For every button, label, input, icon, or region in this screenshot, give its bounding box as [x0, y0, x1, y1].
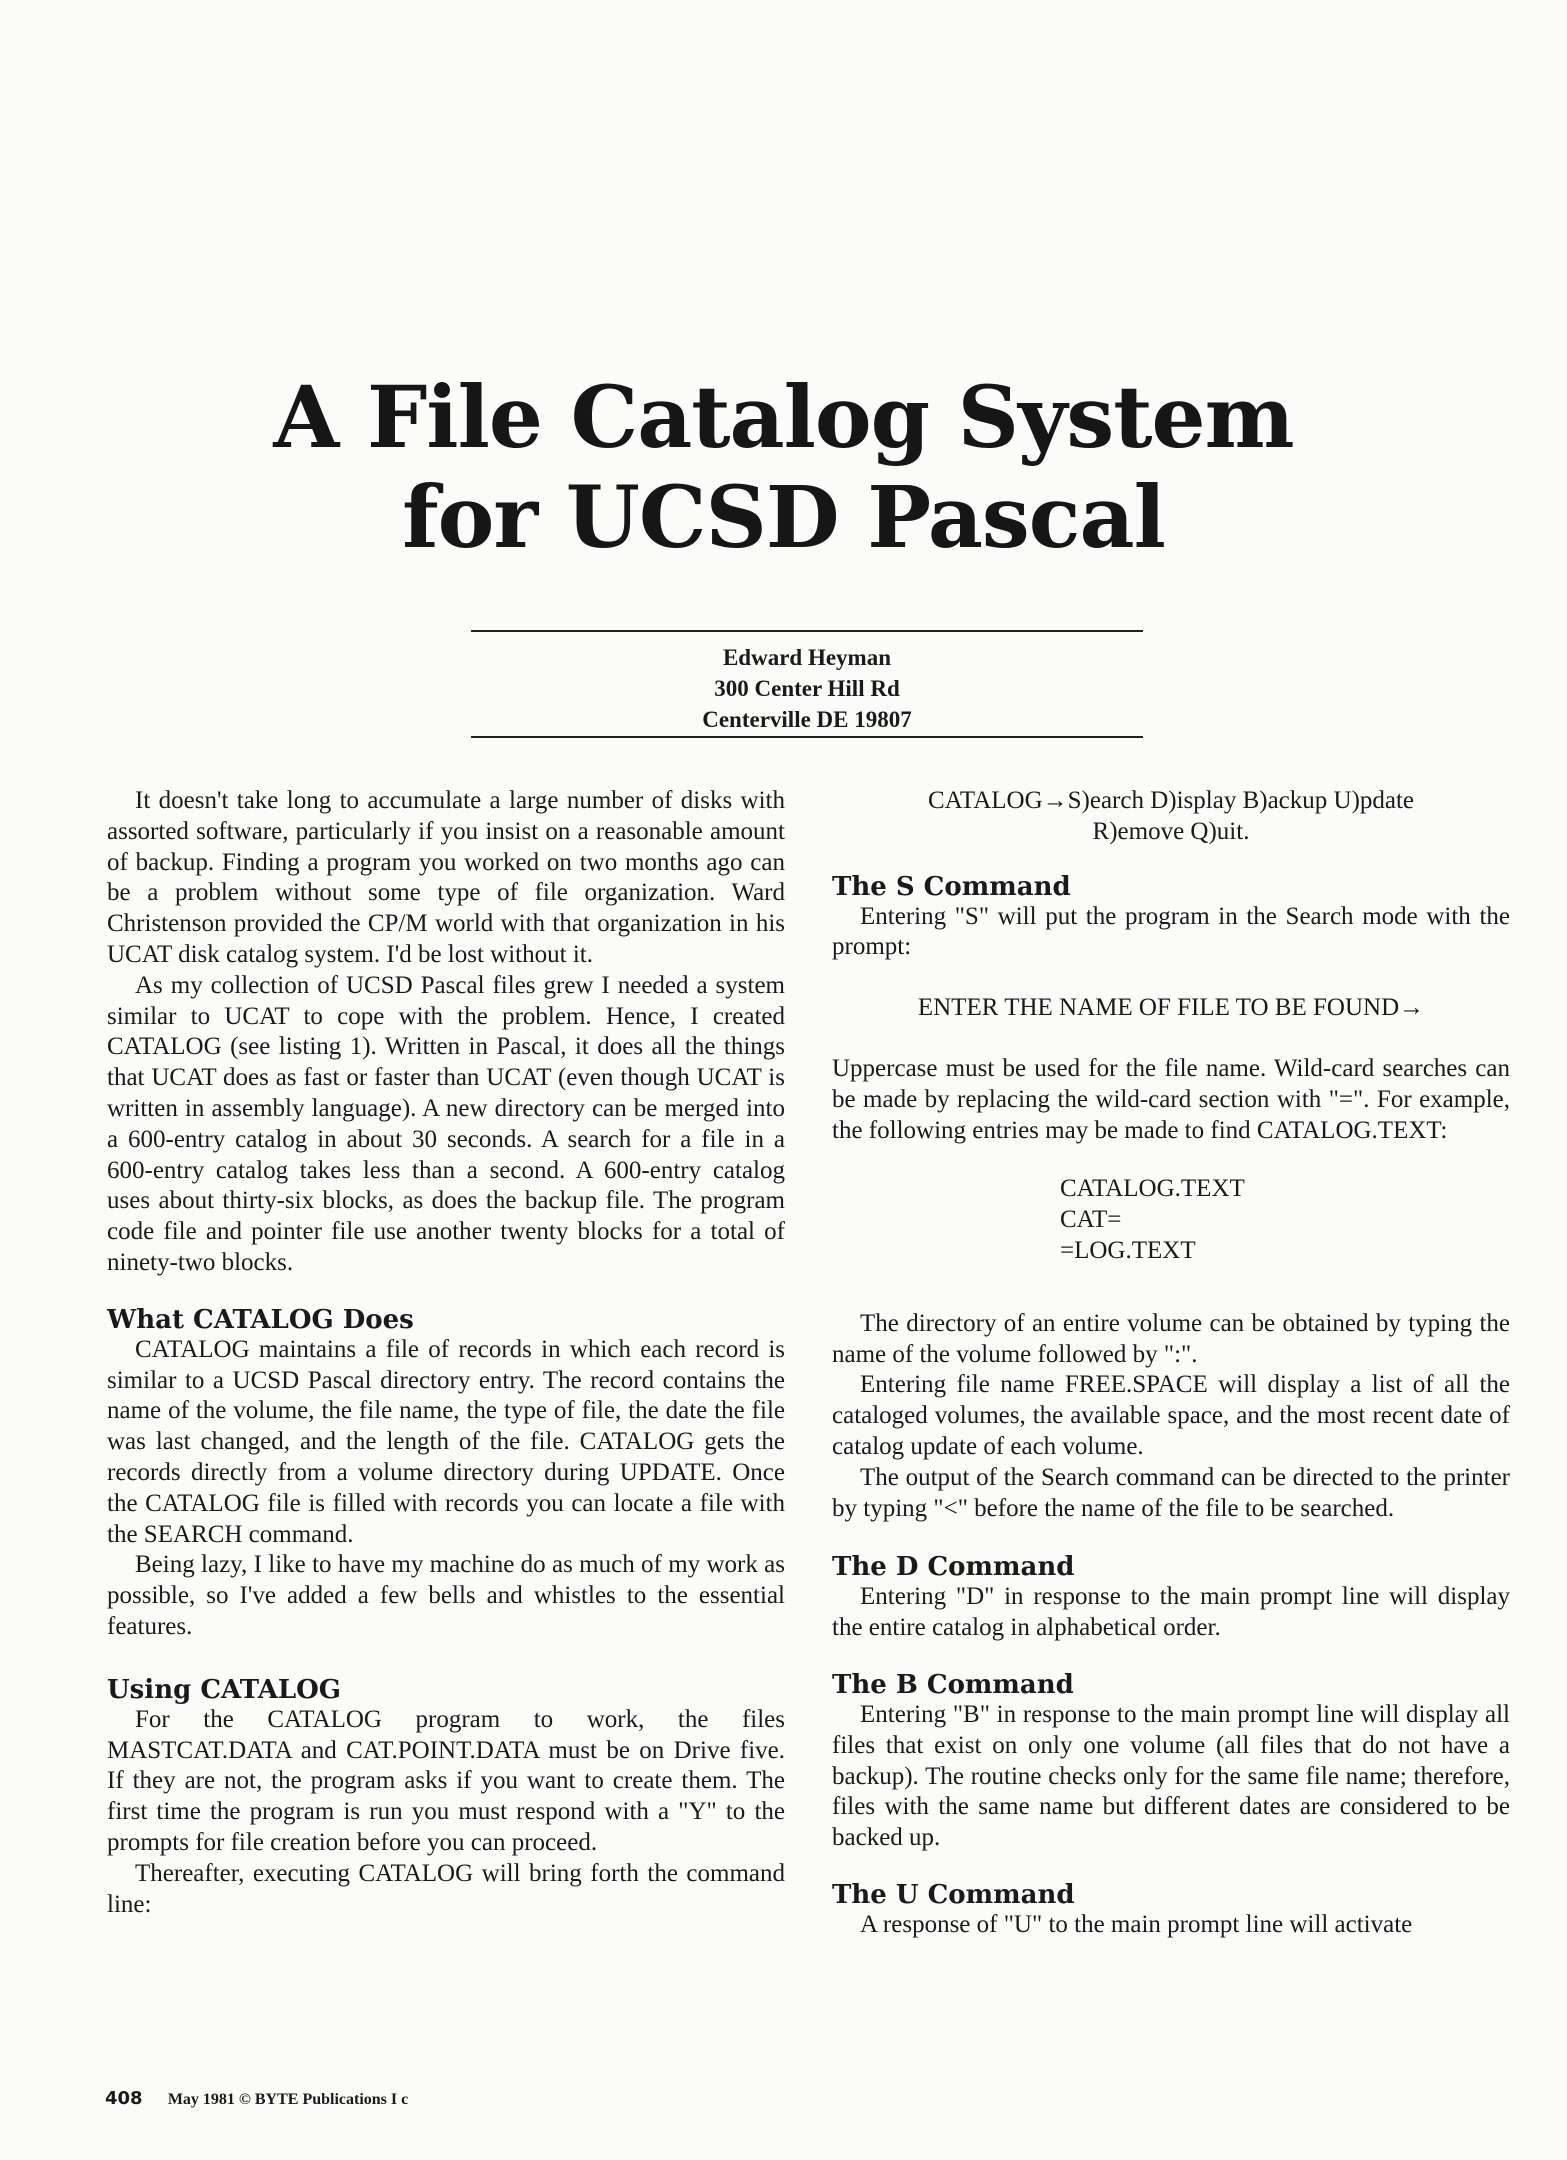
- byline-top-rule: [471, 630, 1143, 632]
- paragraph: For the CATALOG program to work, the files MASTCAT.DATA and CAT.POINT.DATA must be on Drive five. If they are not, the program asks if you want to create them. The first time the program is run you must respond with a "Y" to the prompts for file creation before you can proceed.: [107, 1705, 785, 1856]
- heading-what-catalog-does: What CATALOG Does: [107, 1304, 414, 1335]
- byline-bottom-rule: [471, 736, 1143, 738]
- left-column: [107, 786, 785, 1920]
- wildcard-examples: [1060, 1174, 1510, 1266]
- author-name: Edward Heyman: [722, 645, 892, 670]
- heading-u-command: The U Command: [832, 1879, 1075, 1910]
- page-number: 408: [105, 2088, 143, 2109]
- heading-s-command: The S Command: [832, 871, 1071, 902]
- right-column: [832, 786, 1510, 1941]
- article-title: [0, 368, 1567, 568]
- paragraph: A response of "U" to the main prompt line will activate: [860, 1910, 1413, 1938]
- heading-using-catalog: Using CATALOG: [107, 1674, 341, 1705]
- paragraph: Uppercase must be used for the file name. Wild-card searches can be made by replacing the wild-card section with "=". For example, the following entries may be made to find CATALOG.TEXT:: [832, 1054, 1510, 1144]
- search-prompt: ENTER THE NAME OF FILE TO BE FOUND→: [917, 994, 1425, 1022]
- paragraph: Entering "S" will put the program in the Search mode with the prompt:: [832, 902, 1510, 961]
- paragraph: The output of the Search command can be directed to the printer by typing "<" before the name of the file to be searched.: [832, 1463, 1510, 1522]
- publication-line: May 1981 © BYTE Publications I c: [167, 2091, 409, 2108]
- example-entry: CATALOG.TEXT: [1060, 1175, 1245, 1203]
- paragraph: CATALOG maintains a file of records in which each record is similar to a UCSD Pascal directory entry. The record contains the name of the volume, the file name, the type of file, the date the file was last changed, and the length of the file. CATALOG gets the records directly from a volume directory during UPDATE. Once the CATALOG file is filled with records you can locate a file with the SEARCH command.: [107, 1335, 785, 1548]
- command-line: [832, 786, 1510, 848]
- title-line-1: A File Catalog System: [273, 368, 1294, 468]
- paragraph: Thereafter, executing CATALOG will bring forth the command line:: [107, 1859, 785, 1918]
- command-line-2: R)emove Q)uit.: [1092, 817, 1250, 845]
- paragraph: Entering "B" in response to the main prompt line will display all files that exist on only one volume (all files that do not have a backup). The routine checks only for the same file name; therefore, files with the same name but different dates are considered to be backed up.: [832, 1700, 1510, 1852]
- paragraph: Being lazy, I like to have my machine do as much of my work as possible, so I've added a few bells and whistles to the essential features.: [107, 1551, 785, 1640]
- heading-b-command: The B Command: [832, 1669, 1074, 1700]
- example-entry: CAT=: [1060, 1206, 1122, 1234]
- title-line-2: for UCSD Pascal: [402, 468, 1165, 568]
- paragraph: It doesn't take long to accumulate a large number of disks with assorted software, particularly if you insist on a reasonable amount of backup. Finding a program you worked on two months ago can be a problem without some type of file organization. Ward Christenson provided the CP/M world with that organization in his UCAT disk catalog system. I'd be lost without it.: [107, 787, 785, 968]
- example-entry: =LOG.TEXT: [1060, 1236, 1196, 1264]
- heading-d-command: The D Command: [832, 1552, 1075, 1583]
- paragraph: As my collection of UCSD Pascal files grew I needed a system similar to UCAT to cope with the problem. Hence, I created CATALOG (see listing 1). Written in Pascal, it does all the things that UCAT does as fast or faster than UCAT (even though UCAT is written in assembly language). A new directory can be merged into a 600-entry catalog in about 30 seconds. A search for a file in a 600-entry catalog takes less than a second. A 600-entry catalog uses about thirty-six blocks, as does the backup file. The program code file and pointer file use another twenty blocks for a total of ninety-two blocks.: [107, 971, 785, 1276]
- paragraph: Entering file name FREE.SPACE will display a list of all the cataloged volumes, the available space, and the most recent date of catalog update of each volume.: [832, 1371, 1510, 1460]
- byline: [471, 642, 1143, 735]
- page-footer: [105, 2088, 408, 2109]
- paragraph: Entering "D" in response to the main prompt line will display the entire catalog in alphabetical order.: [832, 1583, 1510, 1642]
- paragraph: The directory of an entire volume can be obtained by typing the name of the volume followed by ":".: [832, 1309, 1510, 1368]
- command-line-1: CATALOG→S)earch D)isplay B)ackup U)pdate: [927, 787, 1415, 814]
- author-street: 300 Center Hill Rd: [714, 676, 900, 701]
- author-city: Centerville DE 19807: [702, 707, 912, 732]
